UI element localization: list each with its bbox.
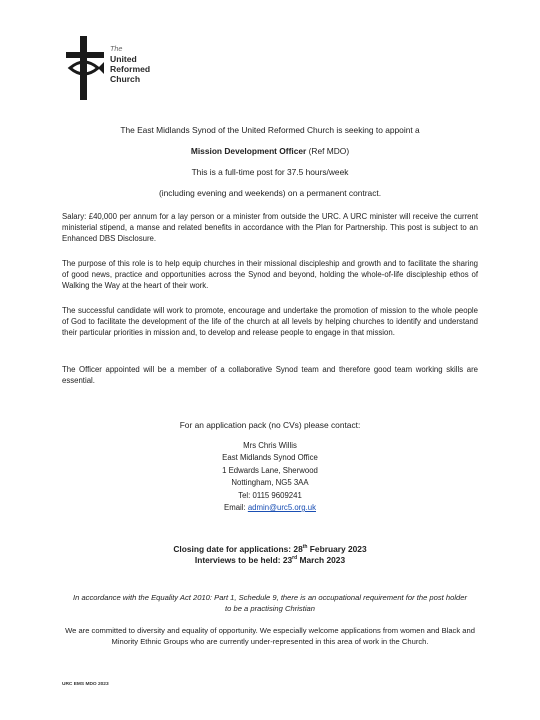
post-contract: (including evening and weekends) on a permanent contract. <box>158 188 382 198</box>
email-link[interactable]: admin@urc5.org.uk <box>247 503 316 513</box>
logo-the: The <box>110 44 123 53</box>
contact-address-1: 1 Edwards Lane, Sherwood <box>222 465 318 475</box>
contact-email-line <box>170 502 370 514</box>
urc-logo <box>64 34 174 102</box>
team-paragraph: The Officer appointed will be a member of a collaborative Synod team and therefore good team working skills are essential. <box>62 365 478 385</box>
document-reference: URC EMS MDO 2023 <box>62 682 109 687</box>
cross-fish-icon <box>64 34 108 102</box>
application-intro: For an application pack (no CVs) please contact: <box>179 420 361 430</box>
candidate-paragraph: The successful candidate will work to promote, encourage and undertake the promotion of mission to the whole people of God to facilitate the development of the life of the church at all levels by helping churches to identify and understand their particular priorities in mission and, to develop and release people to engage in that mission. <box>62 306 478 337</box>
logo-wordmark <box>110 44 150 84</box>
equality-act-note: In accordance with the Equality Act 2010: Part 1, Schedule 9, there is an occupational requirement for the post holder to be a practising Christian <box>73 593 467 613</box>
contact-address-2: Nottingham, NG5 3AA <box>231 478 309 488</box>
salary-paragraph: Salary: £40,000 per annum for a lay person or a minister from outside the URC. A URC minister will receive the current ministerial stipend, a manse and related benefits in accordance with the Plan for Partnership. This post is subject to an Enhanced DBS Disclosure. <box>62 212 478 243</box>
purpose-paragraph: The purpose of this role is to help equip churches in their missional discipleship and growth and to facilitate the sharing of good news, practice and opportunities across the Synod and beyond, holding the whole-of-life discipleship ethos of Walking the Way at the heart of their work. <box>62 259 478 290</box>
logo-reformed: Reformed <box>110 64 151 74</box>
logo-united: United <box>110 54 137 64</box>
logo-church: Church <box>110 74 141 84</box>
job-ref: (Ref MDO) <box>308 146 350 156</box>
post-hours: This is a full-time post for 37.5 hours/week <box>191 167 349 177</box>
diversity-statement: We are committed to diversity and equality of opportunity. We especially welcome applications from women and Black and Minority Ethnic Groups who are currently under-represented in this area of work in the Church. <box>65 626 475 646</box>
contact-tel: Tel: 0115 9609241 <box>238 490 302 500</box>
job-title-line <box>50 146 490 157</box>
job-title: Mission Development Officer <box>190 146 307 156</box>
contact-name: Mrs Chris Willis <box>243 441 297 450</box>
contact-block <box>170 440 370 514</box>
interview-date: Interviews to be held: 23rd March 2023 <box>194 555 346 565</box>
contact-office: East Midlands Synod Office <box>222 453 318 463</box>
email-label: Email: <box>224 503 248 513</box>
intro-line: The East Midlands Synod of the United Reformed Church is seeking to appoint a <box>120 125 420 135</box>
closing-date: Closing date for applications: 28th February 2023 <box>173 544 367 554</box>
